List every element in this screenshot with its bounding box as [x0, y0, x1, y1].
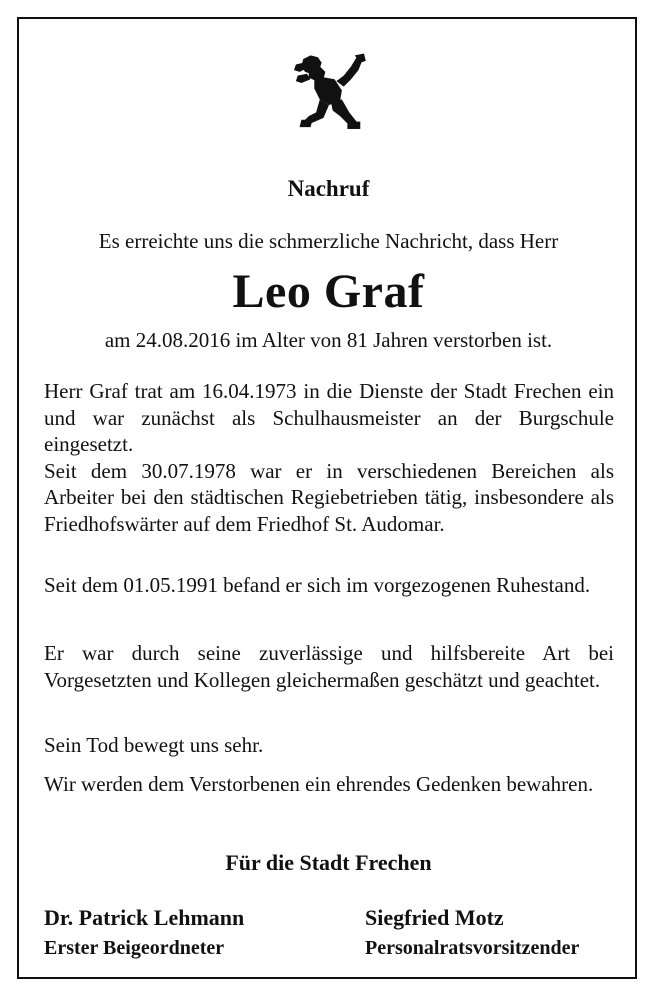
- notice-title: Nachruf: [287, 176, 370, 201]
- paragraph-character: [44, 640, 614, 693]
- rampant-lion-icon: [283, 48, 375, 140]
- paragraph-remembrance: [44, 771, 614, 798]
- signatory-right-role: Personalratsvorsitzender: [365, 937, 580, 959]
- paragraph-service-start: Herr Graf trat am 16.04.1973 in die Dienste der Stadt Frechen ein und war zunächst als Schulhausmeister an der Burgschule eingesetzt.: [44, 379, 614, 456]
- death-date-line: am 24.08.2016 im Alter von 81 Jahren verstorben ist.: [104, 328, 553, 352]
- paragraph-retirement: [44, 572, 614, 599]
- signatory-organization: Für die Stadt Frechen: [225, 850, 432, 875]
- deceased-name: Leo Graf: [232, 265, 425, 318]
- paragraph-condolence: [44, 732, 614, 759]
- paragraph-service: [44, 378, 614, 537]
- intro-line: Es erreichte uns die schmerzliche Nachricht, dass Herr: [98, 229, 559, 253]
- paragraph-retirement-text: Seit dem 01.05.1991 befand er sich im vorgezogenen Ruhestand.: [44, 573, 591, 597]
- paragraph-character-text: Er war durch seine zuverlässige und hilfsbereite Art bei Vorgesetzten und Kollegen gleichermaßen geschätzt und geachtet.: [44, 641, 614, 692]
- paragraph-service-continued: Seit dem 30.07.1978 war er in verschiedenen Bereichen als Arbeiter bei den städtischen Regiebetrieben tätig, insbesondere als Friedhofswärter auf dem Friedhof St. Audomar.: [44, 458, 614, 536]
- paragraph-remembrance-text: Wir werden dem Verstorbenen ein ehrendes Gedenken bewahren.: [44, 772, 594, 796]
- paragraph-condolence-text: Sein Tod bewegt uns sehr.: [44, 733, 264, 757]
- signatory-right-name: Siegfried Motz: [365, 905, 504, 930]
- signatory-left-name: Dr. Patrick Lehmann: [44, 905, 245, 930]
- signatory-left-role: Erster Beigeordneter: [44, 937, 225, 959]
